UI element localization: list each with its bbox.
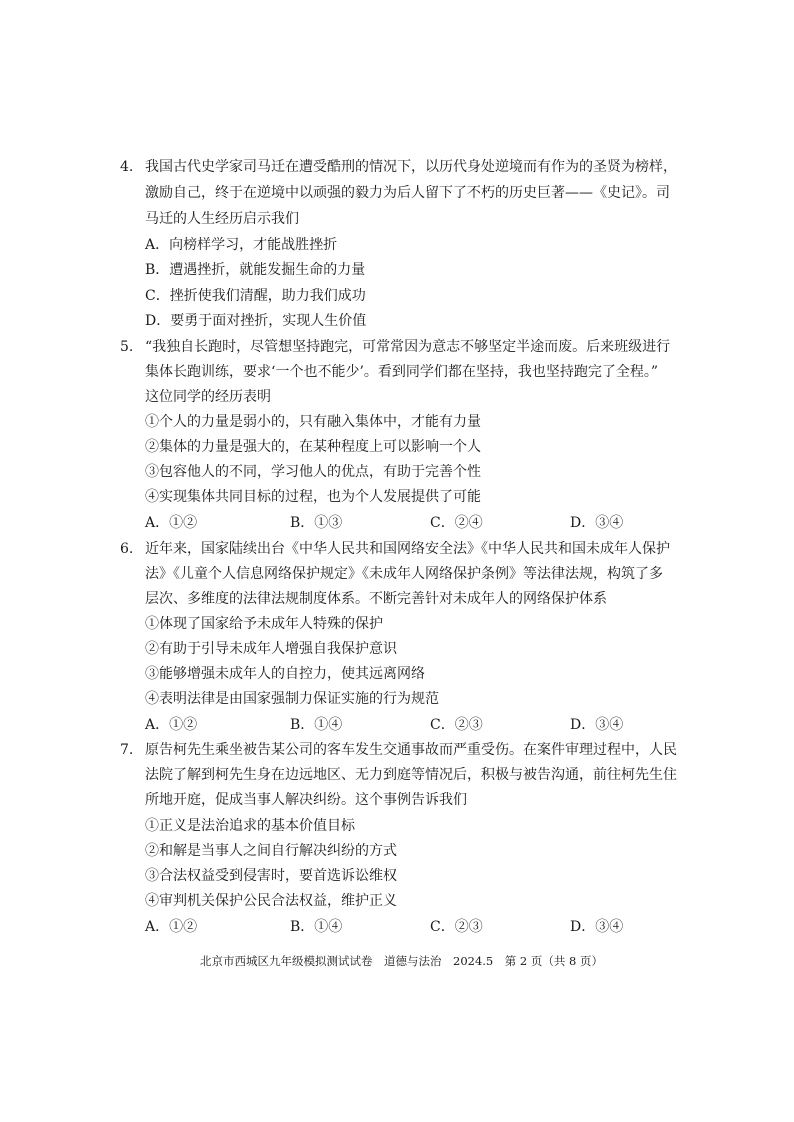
question-text-line: 法院了解到柯先生身在边远地区、无力到庭等情况后，积极与被告沟通，前往柯先生住 — [145, 767, 677, 783]
option-d: D．③④ — [570, 515, 624, 531]
option-c: C．②③ — [430, 919, 483, 935]
question-number: 4. — [120, 159, 134, 175]
choice-a: A．向榜样学习，才能战胜挫折 — [145, 237, 338, 253]
option-c: C．②③ — [430, 717, 483, 733]
question-text-line: 我国古代史学家司马迁在遭受酷刑的情况下，以历代身处逆境而有作为的圣贤为榜样， — [145, 159, 677, 175]
statement-3: ③合法权益受到侵害时，要首选诉讼维权 — [145, 868, 397, 884]
question-text-line: 激励自己，终于在逆境中以顽强的毅力为后人留下了不朽的历史巨著——《史记》。司 — [145, 185, 670, 201]
option-a: A．①② — [145, 717, 198, 733]
page-footer: 北京市西城区九年级模拟测试试卷 道德与法治 2024.5 第 2 页（共 8 页） — [200, 954, 603, 968]
option-b: B．①④ — [290, 717, 343, 733]
option-a: A．①② — [145, 919, 198, 935]
question-text-line: 这位同学的经历表明 — [145, 389, 271, 405]
statement-4: ④表明法律是由国家强制力保证实施的行为规范 — [145, 691, 439, 707]
question-text-line: 集体长跑训练，要求‘一个也不能少’。看到同学们都在坚持，我也坚持跑完了全程。” — [145, 364, 659, 380]
statement-1: ①正义是法治追求的基本价值目标 — [145, 818, 355, 834]
statement-1: ①个人的力量是弱小的，只有融入集体中，才能有力量 — [145, 414, 481, 430]
question-text-line: 近年来，国家陆续出台《中华人民共和国网络安全法》《中华人民共和国未成年人保护 — [145, 541, 670, 557]
option-b: B．①④ — [290, 919, 343, 935]
question-text-line: 原告柯先生乘坐被告某公司的客车发生交通事故而严重受伤。在案件审理过程中，人民 — [145, 742, 677, 758]
question-text-line: “我独自长跑时，尽管想坚持跑完，可常常因为意志不够坚定半途而废。后来班级进行 — [145, 339, 671, 355]
option-d: D．③④ — [570, 919, 624, 935]
choice-b: B．遭遇挫折，就能发掘生命的力量 — [145, 262, 366, 278]
option-c: C．②④ — [430, 515, 483, 531]
option-a: A．①② — [145, 515, 198, 531]
question-text-line: 马迁的人生经历启示我们 — [145, 211, 299, 227]
statement-2: ②和解是当事人之间自行解决纠纷的方式 — [145, 843, 397, 859]
question-number: 5. — [120, 339, 134, 355]
statement-4: ④实现集体共同目标的过程，也为个人发展提供了可能 — [145, 489, 481, 505]
statement-3: ③包容他人的不同，学习他人的优点，有助于完善个性 — [145, 464, 481, 480]
option-d: D．③④ — [570, 717, 624, 733]
choice-d: D．要勇于面对挫折，实现人生价值 — [145, 313, 367, 329]
question-text-line: 所地开庭，促成当事人解决纠纷。这个事例告诉我们 — [145, 792, 467, 808]
statement-4: ④审判机关保护公民合法权益，维护正义 — [145, 893, 397, 909]
statement-3: ③能够增强未成年人的自控力，使其远离网络 — [145, 666, 425, 682]
option-b: B．①③ — [290, 515, 343, 531]
question-text-line: 法》《儿童个人信息网络保护规定》《未成年人网络保护条例》等法律法规，构筑了多 — [145, 566, 663, 582]
statement-1: ①体现了国家给予未成年人特殊的保护 — [145, 616, 383, 632]
question-number: 7. — [120, 742, 134, 758]
statement-2: ②有助于引导未成年人增强自我保护意识 — [145, 641, 397, 657]
choice-c: C．挫折使我们清醒，助力我们成功 — [145, 288, 366, 304]
statement-2: ②集体的力量是强大的，在某种程度上可以影响一个人 — [145, 439, 481, 455]
question-number: 6. — [120, 541, 134, 557]
question-text-line: 层次、多维度的法律法规制度体系。不断完善针对未成年人的网络保护体系 — [145, 591, 607, 607]
